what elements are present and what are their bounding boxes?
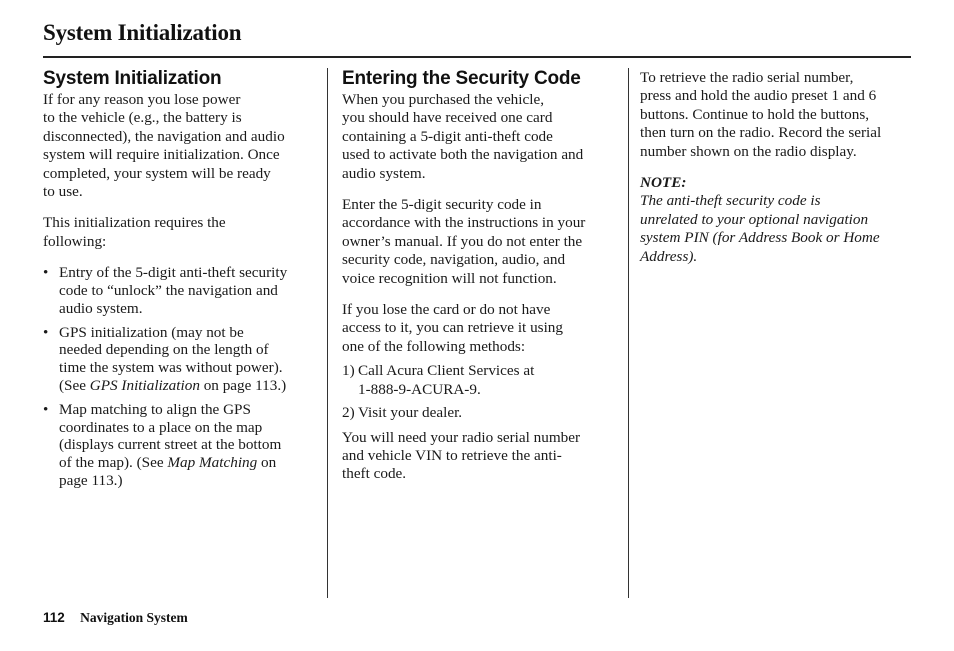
bullet-icon: • bbox=[43, 323, 49, 341]
title-rule bbox=[43, 56, 911, 58]
lost-card-paragraph bbox=[342, 301, 618, 356]
list-item bbox=[43, 401, 318, 490]
text-line: and vehicle VIN to retrieve the anti- bbox=[342, 446, 562, 464]
text-line: completed, your system will be ready bbox=[43, 164, 271, 182]
text-line: owner’s manual. If you do not enter the bbox=[342, 232, 583, 250]
text-line: page 113.) bbox=[59, 472, 123, 490]
step-number: 1) bbox=[342, 362, 355, 380]
section-heading-system-initialization: System Initialization bbox=[43, 68, 222, 89]
text-line: to use. bbox=[43, 183, 83, 201]
requirements-list bbox=[43, 264, 318, 490]
bullet-icon: • bbox=[43, 400, 49, 418]
text-fragment: on page 113.) bbox=[199, 377, 287, 395]
text-line: accordance with the instructions in your bbox=[342, 214, 586, 232]
text-line: you should have received one card bbox=[342, 109, 553, 127]
serial-vin-paragraph bbox=[342, 429, 618, 484]
column-divider-2 bbox=[628, 68, 629, 598]
text-line: one of the following methods: bbox=[342, 337, 526, 355]
section-heading-security-code: Entering the Security Code bbox=[342, 68, 581, 89]
text-line: access to it, you can retrieve it using bbox=[342, 319, 563, 337]
text-line: system will require initialization. Once bbox=[43, 146, 280, 164]
text-line: buttons. Continue to hold the buttons, bbox=[640, 105, 870, 123]
text-line: To retrieve the radio serial number, bbox=[640, 69, 854, 86]
text-line: Map matching to align the GPS bbox=[59, 400, 251, 418]
step-number: 2) bbox=[342, 404, 355, 422]
text-line: audio system. bbox=[59, 299, 143, 317]
text-line: If you lose the card or do not have bbox=[342, 301, 551, 319]
text-line: (displays current street at the bottom bbox=[59, 436, 282, 454]
list-item bbox=[43, 264, 318, 317]
text-line: theft code. bbox=[342, 465, 407, 483]
text-line: disconnected), the navigation and audio bbox=[43, 127, 285, 145]
text-line: If for any reason you lose power bbox=[43, 91, 241, 108]
text-fragment: of the map). (See bbox=[59, 454, 168, 472]
footer-section-title: Navigation System bbox=[80, 610, 188, 625]
text-line: voice recognition will not function. bbox=[342, 269, 557, 287]
radio-serial-paragraph bbox=[640, 69, 912, 161]
text-line: to the vehicle (e.g., the battery is bbox=[43, 109, 242, 127]
text-line: containing a 5-digit anti-theft code bbox=[342, 127, 553, 145]
enter-code-paragraph bbox=[342, 196, 618, 288]
text-line: then turn on the radio. Record the serial bbox=[640, 124, 882, 142]
column-right bbox=[640, 67, 912, 266]
text-line: press and hold the audio preset 1 and 6 bbox=[640, 87, 877, 105]
column-middle bbox=[342, 67, 618, 484]
text-line: You will need your radio serial number bbox=[342, 428, 581, 446]
text-line: This initialization requires the bbox=[43, 214, 226, 232]
note-label: NOTE: bbox=[640, 174, 687, 192]
text-line: The anti-theft security code is bbox=[640, 192, 821, 210]
requirements-paragraph bbox=[43, 214, 318, 251]
text-line: Visit your dealer. bbox=[358, 404, 463, 422]
bullet-icon: • bbox=[43, 264, 49, 282]
text-line: security code, navigation, audio, and bbox=[342, 251, 566, 269]
text-line: Call Acura Client Services at bbox=[358, 362, 535, 380]
page-number: 112 bbox=[43, 610, 65, 625]
text-line: unrelated to your optional navigation bbox=[640, 210, 869, 228]
text-line: Address). bbox=[640, 247, 698, 265]
list-item bbox=[342, 404, 618, 422]
cross-reference-gps-initialization[interactable]: GPS Initialization bbox=[89, 377, 200, 395]
text-line: used to activate both the navigation and bbox=[342, 146, 584, 164]
column-left bbox=[43, 67, 318, 496]
text-line: code to “unlock” the navigation and bbox=[59, 282, 278, 300]
text-line: Entry of the 5-digit anti-theft security bbox=[59, 264, 288, 282]
text-line: following: bbox=[43, 232, 107, 250]
note-block bbox=[640, 174, 912, 266]
text-line: Enter the 5-digit security code in bbox=[342, 196, 542, 214]
text-line: system PIN (for Address Book or Home bbox=[640, 229, 880, 247]
text-line: needed depending on the length of bbox=[59, 341, 269, 359]
text-line: GPS initialization (may not be bbox=[59, 323, 244, 341]
page-footer bbox=[43, 610, 188, 626]
column-divider-1 bbox=[327, 68, 328, 598]
cross-reference-map-matching[interactable]: Map Matching bbox=[167, 454, 258, 472]
list-item bbox=[43, 324, 318, 395]
text-line: time the system was without power). bbox=[59, 359, 283, 377]
list-item bbox=[342, 362, 618, 399]
text-line: audio system. bbox=[342, 164, 426, 182]
intro-paragraph bbox=[43, 91, 318, 201]
text-fragment: (See bbox=[59, 377, 90, 395]
purchase-paragraph bbox=[342, 91, 618, 183]
page-title: System Initialization bbox=[43, 20, 242, 45]
text-line: When you purchased the vehicle, bbox=[342, 91, 544, 108]
text-line: number shown on the radio display. bbox=[640, 142, 857, 160]
retrieval-methods-list bbox=[342, 362, 618, 422]
text-line: coordinates to a place on the map bbox=[59, 418, 263, 436]
text-fragment: on bbox=[257, 454, 277, 472]
text-line: 1-888-9-ACURA-9. bbox=[358, 380, 481, 398]
